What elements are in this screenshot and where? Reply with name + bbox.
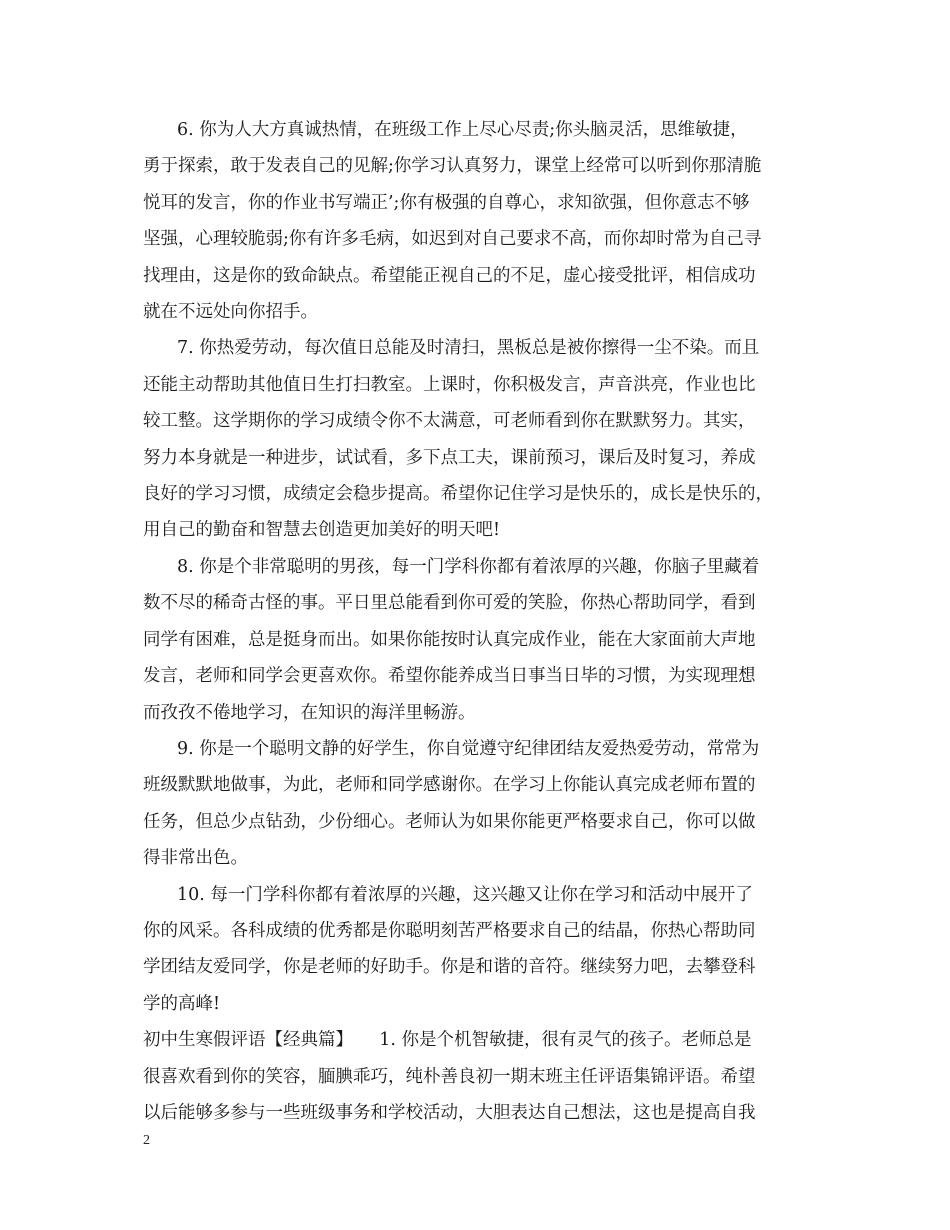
document-body (143, 112, 808, 1131)
comment-paragraph-7 (143, 330, 808, 548)
paragraph-line: 就在不远处向你招手。 (143, 302, 318, 323)
paragraph-line: 悦耳的发言，你的作业书写端正’;你有极强的自尊心，求知欲强，但你意志不够 (143, 192, 750, 213)
comment-paragraph-8 (143, 549, 808, 731)
paragraph-line: 9. 你是一个聪明文静的好学生，你自觉遵守纪律团结友爱热爱劳动，常常为 (177, 738, 760, 759)
paragraph-line: 10. 每一门学科你都有着浓厚的兴趣，这兴趣又让你在学习和活动中展开了 (177, 884, 753, 905)
paragraph-line: 你的风采。各科成绩的优秀都是你聪明刻苦严格要求自己的结晶，你热心帮助同 (143, 920, 756, 941)
paragraph-line: 8. 你是个非常聪明的男孩，每一门学科你都有着浓厚的兴趣，你脑子里藏着 (177, 556, 760, 577)
paragraph-line: 学团结友爱同学，你是老师的好助手。你是和谐的音符。继续努力吧，去攀登科 (143, 957, 756, 978)
paragraph-line: 以后能够多参与一些班级事务和学校活动，大胆表达自己想法，这也是提高自我 (143, 1102, 756, 1123)
comment-paragraph-9 (143, 731, 808, 877)
paragraph-line: 而孜孜不倦地学习，在知识的海洋里畅游。 (143, 702, 476, 723)
comment-paragraph-10 (143, 877, 808, 1023)
paragraph-line: 努力本身就是一种进步，试试看，多下点工夫，课前预习，课后及时复习，养成 (143, 447, 756, 468)
page-number: 2 (143, 1133, 150, 1148)
paragraph-line: 还能主动帮助其他值日生打扫教室。上课时，你积极发言，声音洪亮，作业也比 (143, 374, 756, 395)
paragraph-line: 6. 你为人大方真诚热情，在班级工作上尽心尽责;你头脑灵活，思维敏捷， (177, 120, 748, 140)
section-heading-line: 初中生寒假评语【经典篇】 1. 你是个机智敏捷，很有灵气的孩子。老师总是 (143, 1030, 752, 1051)
paragraph-line: 用自己的勤奋和智慧去创造更加美好的明天吧! (143, 520, 501, 541)
paragraph-line: 得非常出色。 (143, 848, 248, 869)
paragraph-line: 很喜欢看到你的笑容，腼腆乖巧，纯朴善良初一期末班主任评语集锦评语。希望 (143, 1066, 756, 1087)
paragraph-line: 任务，但总少点钻劲，少份细心。老师认为如果你能更严格要求自己，你可以做 (143, 811, 756, 832)
paragraph-line: 勇于探索，敢于发表自己的见解;你学习认真努力，课堂上经常可以听到你那清脆 (143, 156, 762, 177)
paragraph-line: 同学有困难，总是挺身而出。如果你能按时认真完成作业，能在大家面前大声地 (143, 629, 756, 650)
section-classic-comments (143, 1022, 808, 1131)
paragraph-line: 较工整。这学期你的学习成绩令你不太满意，可老师看到你在默默努力。其实， (143, 411, 756, 432)
comment-paragraph-6 (143, 112, 808, 330)
paragraph-line: 7. 你热爱劳动，每次值日总能及时清扫，黑板总是被你擦得一尘不染。而且 (177, 338, 760, 359)
paragraph-line: 学的高峰! (143, 993, 221, 1014)
paragraph-line: 坚强，心理较脆弱;你有许多毛病，如迟到对自己要求不高，而你却时常为自己寻 (143, 229, 762, 250)
paragraph-line: 发言，老师和同学会更喜欢你。希望你能养成当日事当日毕的习惯，为实现理想 (143, 666, 756, 687)
paragraph-line: 数不尽的稀奇古怪的事。平日里总能看到你可爱的笑脸，你热心帮助同学，看到 (143, 593, 756, 614)
paragraph-line: 良好的学习习惯，成绩定会稳步提高。希望你记住学习是快乐的，成长是快乐的， (143, 484, 773, 505)
paragraph-line: 找理由，这是你的致命缺点。希望能正视自己的不足，虚心接受批评，相信成功 (143, 265, 756, 286)
paragraph-line: 班级默默地做事，为此，老师和同学感谢你。在学习上你能认真完成老师布置的 (143, 775, 756, 796)
